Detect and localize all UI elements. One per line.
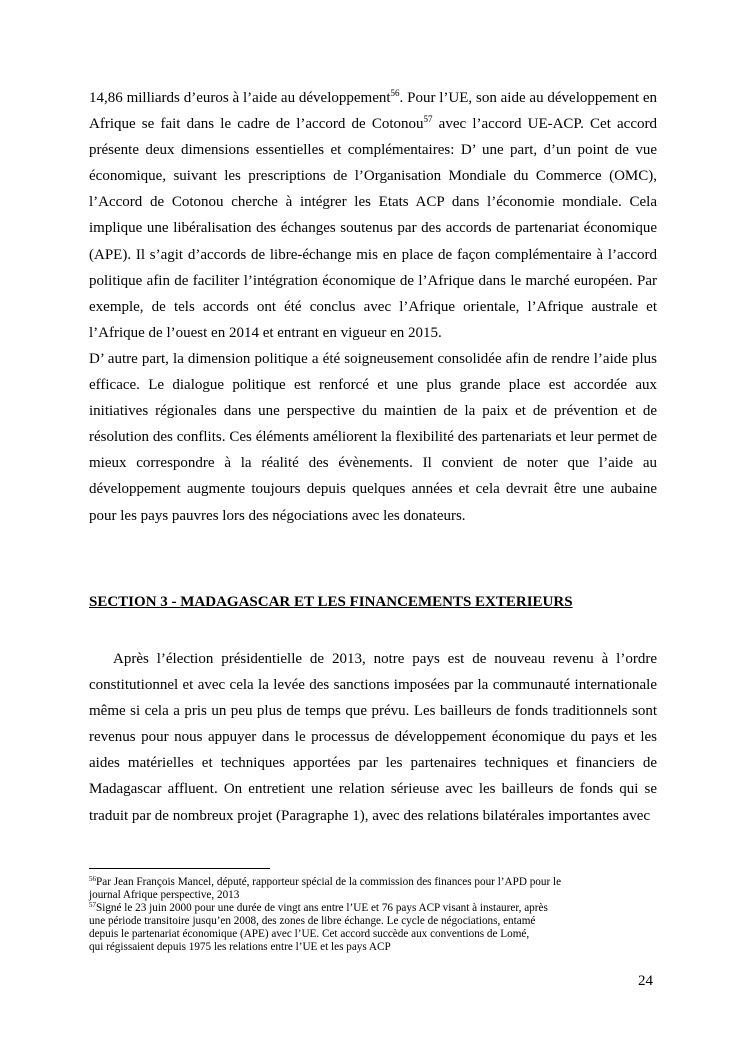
- footnote-line: [89, 876, 649, 889]
- body-paragraph-3: Après l’élection présidentielle de 2013, notre pays est de nouveau revenu à l’ordre constitutionnel et avec cela la levée des sanctions imposées par la communauté internationale même si cela a pris un peu plus de temps que prévu. Les bailleurs de fonds traditionnels sont revenus pour nous appuyer dans le processus de développement économique du pays et les aides matérielles et techniques apportées par les partenaires techniques et financiers de Madagascar affluent. On entretient une relation sérieuse avec les bailleurs de fonds qui se traduit par de nombreux projet (Paragraphe 1), avec des relations bilatérales importantes avec: [89, 651, 657, 824]
- paragraph-text: . Pour l’UE, son aide au développement en Afrique se fait dans le cadre de l’accord de Cotonou: [89, 90, 657, 133]
- footnote-ref-56: 56: [390, 88, 400, 98]
- footnote-marker: 56: [89, 875, 96, 883]
- page-number: 24: [638, 973, 653, 989]
- body-paragraph-2: D’ autre part, la dimension politique a été soigneusement consolidée afin de rendre l’aide plus efficace. Le dialogue politique est renforcé et une plus grande place est accordée aux initiatives régionales dans une perspective du maintien de la paix et de prévention et de résolution des conflits. Ces éléments améliorent la flexibilité des partenariats et leur permet de mieux correspondre à la réalité des évènements. Il convient de noter que l’aide au développement augmente toujours depuis quelques années et cela devrait être une aubaine pour les pays pauvres lors des négociations avec les donateurs.: [89, 351, 657, 524]
- paragraph-text: avec l’accord UE-ACP. Cet accord présente deux dimensions essentielles et complémentaires: D’ une part, d’un point de vue économique, suivant les prescriptions de l’Organisation Mondiale du Commerce (OMC), l’Accord de Cotonou cherche à intégrer les Etats ACP dans l’économie mondiale. Cela implique une libéralisation des échanges soutenus par des accords de partenariat économique (APE). Il s’agit d’accords de libre-échange mis en place de façon complémentaire à l’accord politique afin de faciliter l’intégration économique de l’Afrique dans le marché européen. Par exemple, de tels accords ont été conclus avec l’Afrique orientale, l’Afrique australe et l’Afrique de l’ouest en 2014 et entrant en vigueur en 2015.: [89, 116, 657, 341]
- footnotes: [89, 876, 649, 955]
- footnote-56: [89, 876, 649, 902]
- footnote-line: [89, 902, 649, 915]
- footnote-line: depuis le partenariat économique (APE) avec l’UE. Cet accord succède aux conventions de Lomé,: [89, 928, 530, 941]
- footnote-line: journal Afrique perspective, 2013: [89, 889, 240, 902]
- footnote-ref-57: 57: [423, 114, 433, 125]
- paragraph-text: 14,86 milliards d’euros à l’aide au développement: [89, 90, 391, 106]
- footnote-57: [89, 902, 649, 954]
- footnote-line: qui régissaient depuis 1975 les relations entre l’UE et les pays ACP: [89, 941, 391, 954]
- footnote-line: une période transitoire jusqu’en 2008, des zones de libre échange. Le cycle de négociations, entamé: [89, 915, 536, 928]
- body-paragraph-1: [89, 85, 657, 346]
- footnote-text: Signé le 23 juin 2000 pour une durée de vingt ans entre l’UE et 76 pays ACP visant à instaurer, après: [96, 902, 548, 915]
- footnote-marker: 57: [89, 901, 96, 910]
- footnote-text: Par Jean François Mancel, député, rapporteur spécial de la commission des finances pour l’APD pour le: [96, 876, 562, 888]
- section-heading: SECTION 3 - MADAGASCAR ET LES FINANCEMENTS EXTERIEURS: [89, 594, 573, 610]
- footnote-separator: [89, 868, 270, 869]
